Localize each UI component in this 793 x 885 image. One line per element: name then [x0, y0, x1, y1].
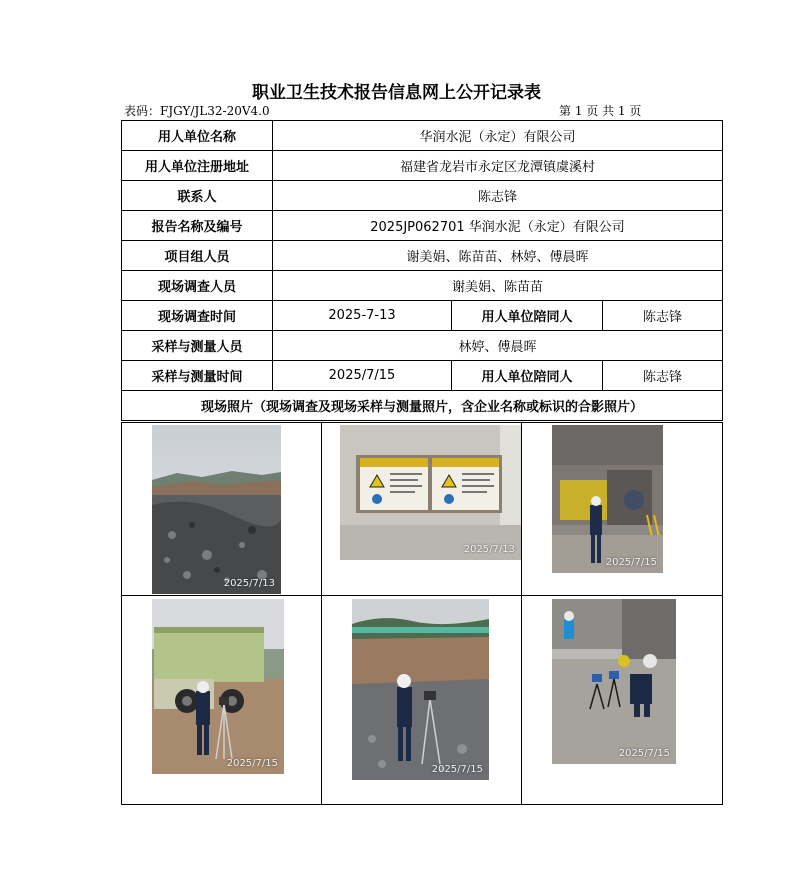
photo-cell-3: [522, 423, 723, 596]
page-info: 第 1 页 共 1 页: [559, 104, 642, 118]
photo-dump-truck[interactable]: [152, 599, 284, 774]
form-code: 表码：FJGY/JL32-20V4.0: [124, 104, 270, 118]
unit-address-value: 福建省龙岩市永定区龙潭镇虞溪村: [273, 151, 723, 181]
photo-workshop-sampling[interactable]: [552, 599, 676, 764]
photo-3-timestamp: 2025/7/15: [605, 557, 657, 568]
photo-cell-5: [322, 596, 522, 805]
photo-cell-2: [322, 423, 522, 596]
photo-section-header: 现场照片（现场调查及现场采样与测量照片，含企业名称或标识的合影照片）: [122, 391, 723, 421]
info-table: [121, 120, 723, 421]
row-unit-name: [122, 121, 723, 151]
photo-mine-sampling[interactable]: [352, 599, 489, 780]
contact-label: 联系人: [122, 181, 273, 211]
report-label: 报告名称及编号: [122, 211, 273, 241]
photo-crusher-sampling[interactable]: [552, 425, 663, 573]
photo-cell-6: [522, 596, 723, 805]
survey-time-value: 2025-7-13: [273, 301, 452, 331]
survey-time-label: 现场调查时间: [122, 301, 273, 331]
row-team: [122, 241, 723, 271]
photo-5-timestamp: 2025/7/15: [431, 764, 483, 775]
row-sampling-time: [122, 361, 723, 391]
sampling-staff-value: 林婷、傅晨晖: [273, 331, 723, 361]
unit-address-label: 用人单位注册地址: [122, 151, 273, 181]
form-title: 职业卫生技术报告信息网上公开记录表: [252, 83, 541, 103]
row-contact: [122, 181, 723, 211]
unit-name-value: 华润水泥（永定）有限公司: [273, 121, 723, 151]
photo-warning-signs[interactable]: [340, 425, 521, 560]
survey-staff-value: 谢美娟、陈苗苗: [273, 271, 723, 301]
photo-cell-1: [122, 423, 322, 596]
photo-6-timestamp: 2025/7/15: [618, 748, 670, 759]
sampling-staff-label: 采样与测量人员: [122, 331, 273, 361]
row-photo-header: [122, 391, 723, 421]
sampling-accompany-label: 用人单位陪同人: [452, 361, 603, 391]
contact-value: 陈志锋: [273, 181, 723, 211]
survey-accompany-value: 陈志锋: [603, 301, 723, 331]
survey-staff-label: 现场调查人员: [122, 271, 273, 301]
sampling-time-value: 2025/7/15: [273, 361, 452, 391]
photo-4-timestamp: 2025/7/15: [226, 758, 278, 769]
sampling-time-label: 采样与测量时间: [122, 361, 273, 391]
photo-quarry-rubble[interactable]: [152, 425, 281, 594]
row-report: [122, 211, 723, 241]
row-survey-time: [122, 301, 723, 331]
team-label: 项目组人员: [122, 241, 273, 271]
row-survey-staff: [122, 271, 723, 301]
row-unit-address: [122, 151, 723, 181]
row-sampling-staff: [122, 331, 723, 361]
photo-1-timestamp: 2025/7/13: [223, 578, 275, 589]
team-value: 谢美娟、陈苗苗、林婷、傅晨晖: [273, 241, 723, 271]
photo-cell-4: [122, 596, 322, 805]
report-value: 2025JP062701 华润水泥（永定）有限公司: [273, 211, 723, 241]
photo-2-timestamp: 2025/7/13: [463, 544, 515, 555]
photo-grid: [121, 422, 723, 805]
sampling-accompany-value: 陈志锋: [603, 361, 723, 391]
unit-name-label: 用人单位名称: [122, 121, 273, 151]
survey-accompany-label: 用人单位陪同人: [452, 301, 603, 331]
